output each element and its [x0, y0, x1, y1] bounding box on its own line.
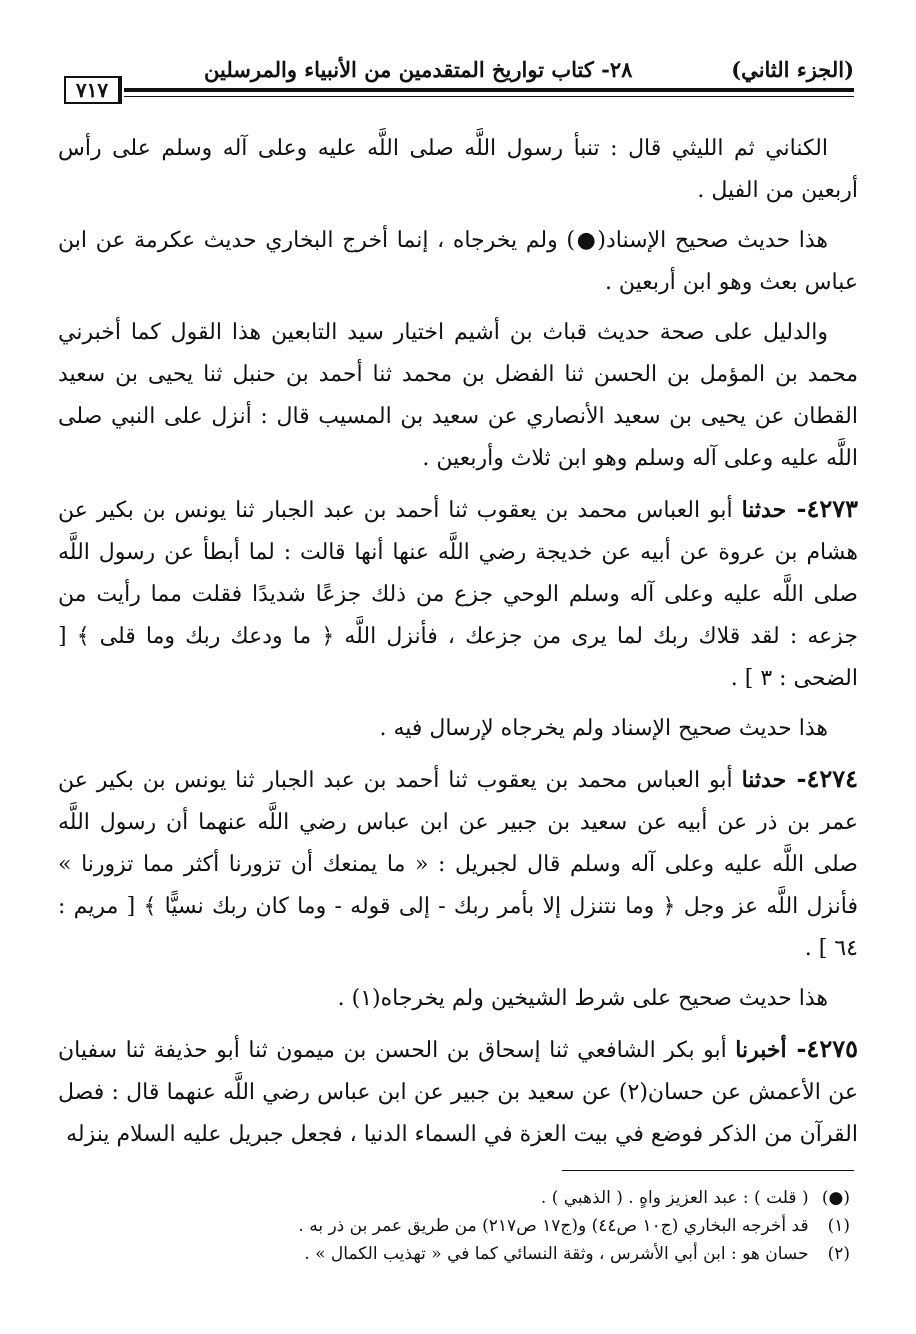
hadith-number: ٤٢٧٥: [806, 1034, 858, 1063]
hadith-number: ٤٢٧٤: [806, 764, 858, 793]
running-head: [64, 52, 854, 86]
paragraph-text: هذا حديث صحيح على شرط الشيخين ولم يخرجاه(١) .: [337, 986, 828, 1011]
paragraph: [58, 312, 858, 480]
hadith-lead: حدثنا: [741, 767, 787, 793]
footnote-text: حسان هو : ابن أبي الأشرس ، وثقة النسائي كما في « تهذيب الكمال » .: [304, 1244, 809, 1264]
footnote-mark: (٢): [827, 1244, 850, 1264]
paragraph: [58, 708, 858, 750]
page-number: ٧١٧: [64, 76, 122, 104]
footnote-text: ( قلت ) : عبد العزيز واهٍ . ( الذهبي ) .: [540, 1188, 809, 1208]
hadith-number: ٤٢٧٣: [806, 494, 858, 523]
paragraph-text: أبو العباس محمد بن يعقوب ثنا أحمد بن عبد الجبار ثنا يونس بن بكير عن عمر بن ذر عن أبيه عن سعيد بن جبير عن ابن عباس رضي اللَّه عنهما أن رسول اللَّه صلى اللَّه عليه وعلى آله وسلم قال لجبريل : « ما يمنعك أن تزورنا أكثر مما تزورنا » فأنزل اللَّه عز وجل ﴿ وما نتنزل إلا بأمر ربك - إلى قوله - وما كان ربك نسيًّا ﴾ [ مريم : ٦٤ ] .: [58, 768, 858, 961]
paragraph-text: هذا حديث صحيح الإسناد(●) ولم يخرجاه ، إنما أخرج البخاري حديث عكرمة عن ابن عباس بعث وهو ابن أربعين .: [58, 228, 858, 295]
footnote: [58, 1212, 858, 1240]
hadith-dash: -: [786, 1034, 807, 1063]
paragraph-text: والدليل على صحة حديث قباث بن أشيم اختيار سيد التابعين هذا القول كما أخبرني محمد بن المؤمل بن الحسن ثنا الفضل بن محمد ثنا أحمد بن حنبل ثنا يحيى بن سعيد القطان عن يحيى بن سعيد الأنصاري عن سعيد بن المسيب قال : أنزل على النبي صلى اللَّه عليه وعلى آله وسلم وهو ابن ثلاث وأربعين .: [58, 320, 858, 471]
hadith-entry: [58, 758, 858, 970]
hadith-dash: -: [786, 764, 807, 793]
hadith-entry: [58, 488, 858, 700]
hadith-dash: -: [786, 494, 807, 523]
volume-label: (الجزء الثاني): [731, 56, 854, 82]
footnote-text: قد أخرجه البخاري (ج١٠ ص٤٤) و(ج١٧ ص٢١٧) من طريق عمر بن ذر به .: [298, 1216, 809, 1236]
header-rule-thick: [124, 88, 854, 92]
hadith-lead: أخبرنا: [735, 1037, 787, 1063]
header-rule-thin: [124, 96, 854, 97]
footnote-rule: [562, 1170, 854, 1171]
footnote-mark: (●): [821, 1188, 850, 1208]
hadith-entry: [58, 1028, 858, 1156]
chapter-title: ٢٨- كتاب تواريخ المتقدمين من الأنبياء والمرسلين: [204, 56, 633, 82]
footnote: [58, 1184, 858, 1212]
paragraph-text: الكناني ثم الليثي قال : تنبأ رسول اللَّه صلى اللَّه عليه وعلى آله وسلم على رأس أربعين من الفيل .: [58, 136, 858, 203]
paragraph-text: أبو بكر الشافعي ثنا إسحاق بن الحسن بن ميمون ثنا أبو حذيفة ثنا سفيان عن الأعمش عن حسان(٢) عن سعيد بن جبير عن ابن عباس رضي اللَّه عنهما قال : فصل القرآن من الذكر فوضع في بيت العزة في السماء الدنيا ، فجعل جبريل عليه السلام ينزله: [58, 1038, 859, 1147]
footnotes: [58, 1184, 858, 1268]
footnote-mark: (١): [827, 1216, 850, 1236]
paragraph-text: هذا حديث صحيح الإسناد ولم يخرجاه لإرسال فيه .: [379, 716, 828, 741]
paragraph: [58, 978, 858, 1020]
main-text: [58, 128, 858, 1164]
hadith-lead: حدثنا: [741, 497, 787, 523]
footnote: [58, 1240, 858, 1268]
paragraph: [58, 220, 858, 304]
paragraph-text: أبو العباس محمد بن يعقوب ثنا أحمد بن عبد الجبار ثنا يونس بن بكير عن هشام بن عروة عن أبيه عن خديجة رضي اللَّه عنها أنها قالت : لما أبطأ عن رسول اللَّه صلى اللَّه عليه وعلى آله وسلم الوحي جزع من ذلك جزعًا شديدًا فقلت مما رأيت من جزعه : لقد قلاك ربك لما يرى من جزعك ، فأنزل اللَّه ﴿ ما ودعك ربك وما قلى ﴾ [ الضحى : ٣ ] .: [58, 498, 858, 691]
page-header: [64, 52, 854, 110]
paragraph: [58, 128, 858, 212]
